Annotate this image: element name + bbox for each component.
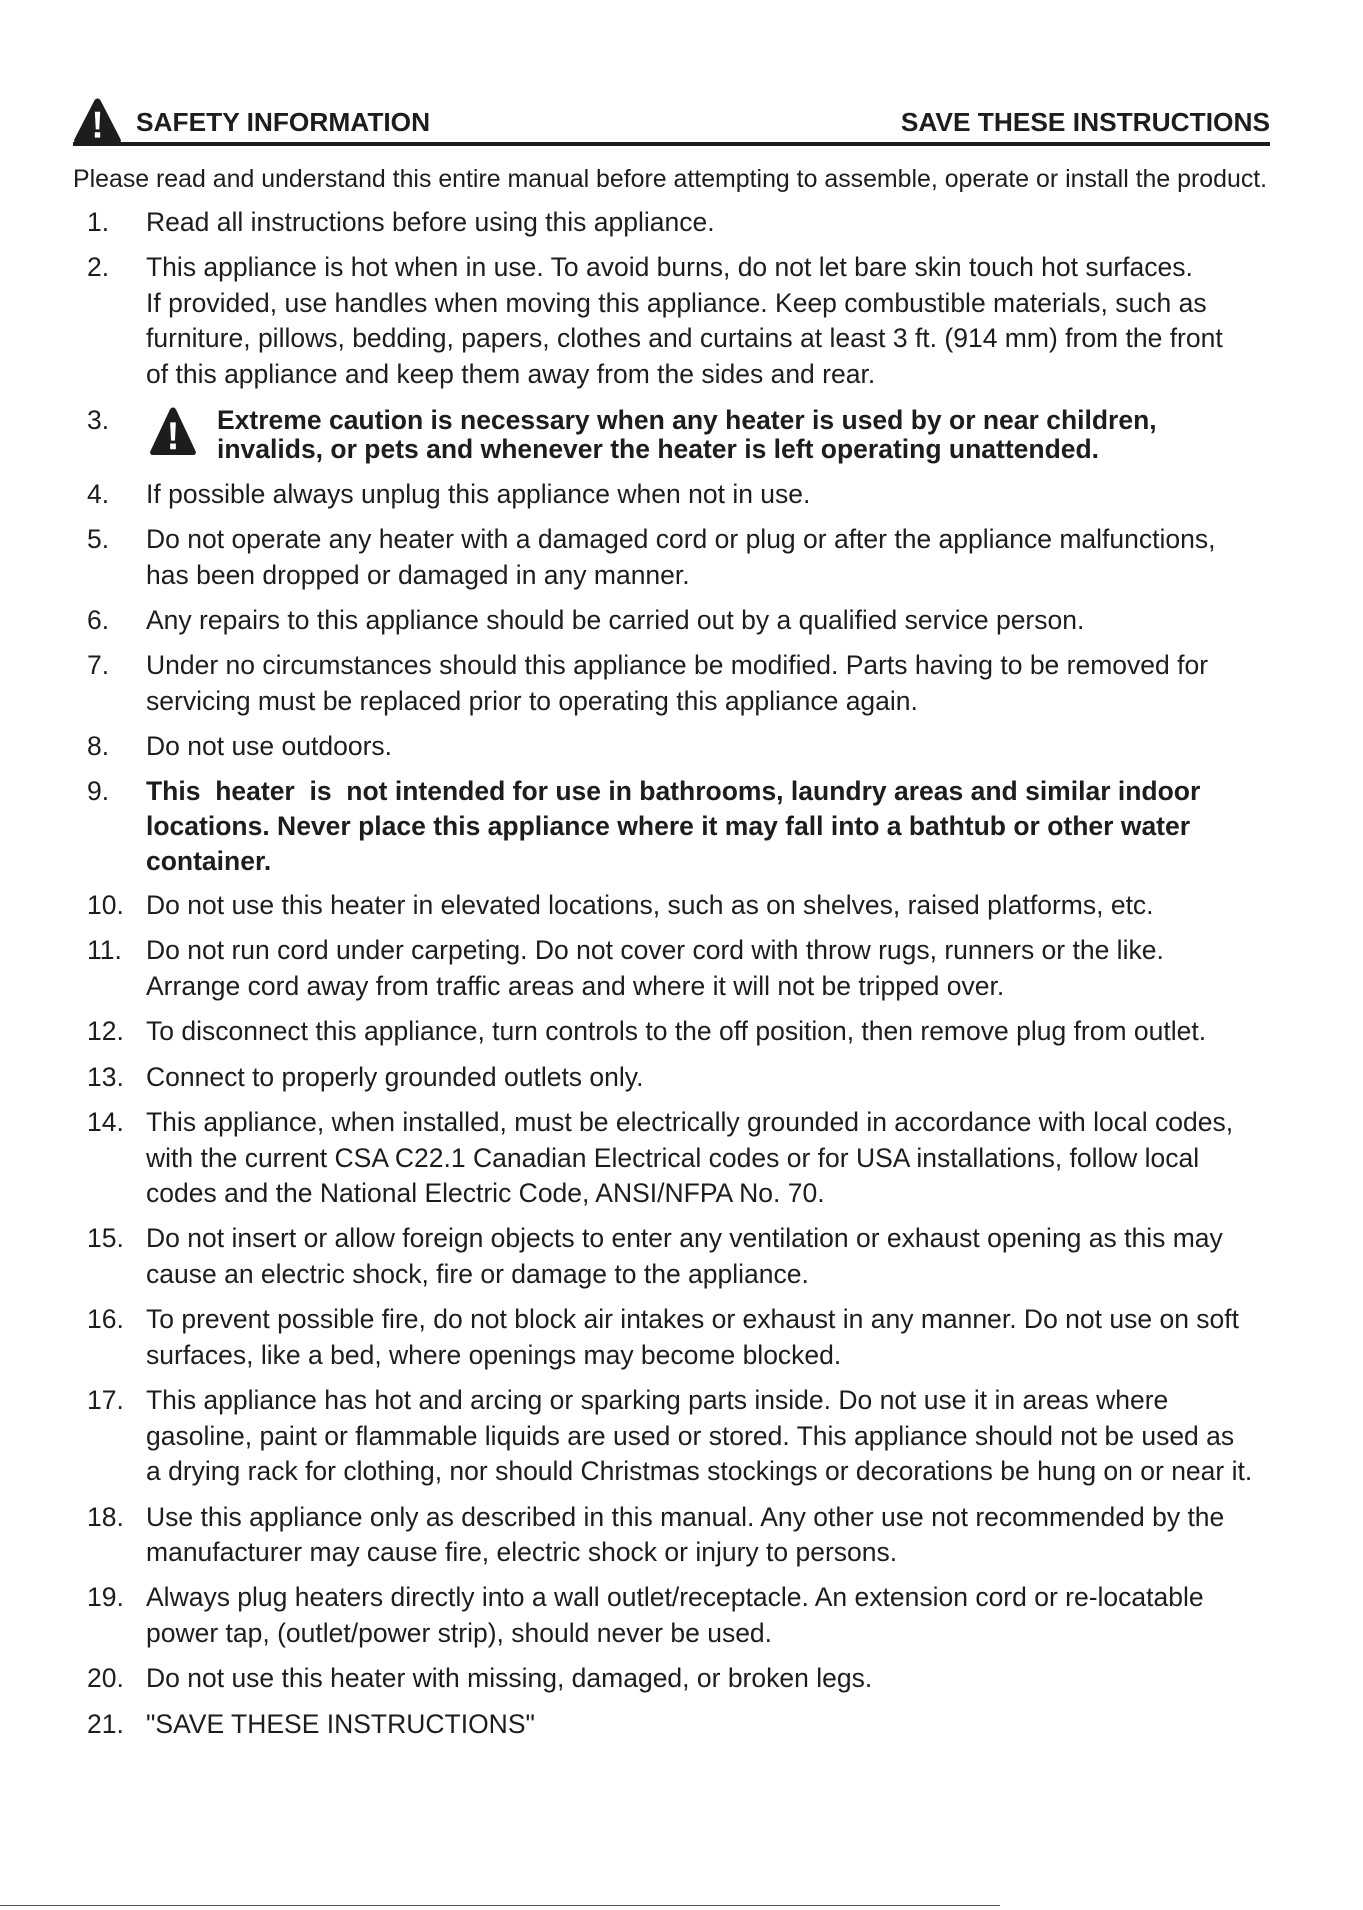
instruction-item-16 [0, 1302, 1363, 1373]
item-text-line: This appliance is hot when in use. To avoid burns, do not let bare skin touch hot surfaces. [146, 252, 1193, 283]
item-number: 17. [87, 1385, 124, 1416]
item-text-line: Do not use outdoors. [146, 731, 393, 762]
instruction-item-9 [0, 774, 1363, 878]
item-text-line: Do not run cord under carpeting. Do not cover cord with throw rugs, runners or the like. [146, 935, 1164, 966]
instruction-item-18 [0, 1500, 1363, 1571]
instruction-item-11 [0, 933, 1363, 1004]
item-text-line: Always plug heaters directly into a wall outlet/receptacle. An extension cord or re-locatable [146, 1582, 1204, 1613]
item-number: 10. [87, 890, 124, 921]
instruction-item-2 [0, 250, 1363, 392]
item-text-line: gasoline, paint or flammable liquids are used or stored. This appliance should not be used as [146, 1420, 1235, 1451]
item-number: 21. [87, 1708, 124, 1739]
instruction-item-19 [0, 1580, 1363, 1651]
item-number: 4. [87, 478, 110, 509]
item-text-line: has been dropped or damaged in any manner. [146, 559, 690, 590]
item-text-line: furniture, pillows, bedding, papers, clothes and curtains at least 3 ft. (914 mm) from the front [146, 323, 1223, 354]
item-text-line: with the current CSA C22.1 Canadian Electrical codes or for USA installations, follow local [146, 1142, 1200, 1173]
instruction-item-15 [0, 1221, 1363, 1292]
item-text-line: power tap, (outlet/power strip), should never be used. [146, 1618, 773, 1649]
instruction-item-17 [0, 1383, 1363, 1490]
item-text-line: Connect to properly grounded outlets only. [146, 1061, 644, 1092]
item-number: 20. [87, 1663, 124, 1694]
item-text-line: codes and the National Electric Code, ANSI/NFPA No. 70. [146, 1178, 825, 1209]
item-number: 18. [87, 1501, 124, 1532]
item-number: 16. [87, 1304, 124, 1335]
item-text-line: If provided, use handles when moving this appliance. Keep combustible materials, such as [146, 287, 1207, 318]
item-number: 8. [87, 731, 110, 762]
instruction-item-8 [0, 729, 1363, 765]
instruction-item-20 [0, 1661, 1363, 1697]
item-text-line: If possible always unplug this appliance when not in use. [146, 478, 811, 509]
item-text-line: To prevent possible fire, do not block air intakes or exhaust in any manner. Do not use on soft [146, 1304, 1240, 1335]
instruction-item-6 [0, 603, 1363, 639]
save-instructions-heading: SAVE THESE INSTRUCTIONS [900, 107, 1270, 137]
item-text-line: This appliance has hot and arcing or sparking parts inside. Do not use it in areas where [146, 1385, 1169, 1416]
item-text-line: surfaces, like a bed, where openings may become blocked. [146, 1339, 842, 1370]
instruction-item-21 [0, 1707, 1363, 1743]
item-number: 2. [87, 252, 110, 283]
item-text-line: Do not insert or allow foreign objects to enter any ventilation or exhaust opening as this may [146, 1223, 1223, 1254]
item-text-line: Any repairs to this appliance should be carried out by a qualified service person. [146, 604, 1085, 635]
item-number: 1. [87, 207, 110, 237]
item-text-line: This heater is not intended for use in bathrooms, laundry areas and similar indoor [146, 776, 1201, 807]
warning-icon [73, 97, 122, 144]
item-number: 9. [87, 776, 110, 807]
item-number: 7. [87, 650, 110, 681]
footer-rule [0, 1905, 1000, 1906]
item-text-line: manufacturer may cause fire, electric shock or injury to persons. [146, 1537, 898, 1568]
item-number: 12. [87, 1016, 124, 1047]
item-number: 11. [87, 935, 122, 966]
instruction-item-13 [0, 1060, 1363, 1096]
instruction-item-5 [0, 522, 1363, 593]
item-text-line: To disconnect this appliance, turn controls to the off position, then remove plug from outlet. [146, 1016, 1207, 1047]
item-text-line: Do not use this heater in elevated locations, such as on shelves, raised platforms, etc. [146, 890, 1154, 921]
intro-text: Please read and understand this entire manual before attempting to assemble, operate or install the product. [73, 165, 1268, 193]
item-text-line: Do not use this heater with missing, damaged, or broken legs. [146, 1663, 873, 1694]
item-text-line: Under no circumstances should this appliance be modified. Parts having to be removed for [146, 650, 1209, 681]
instruction-item-4 [0, 477, 1363, 513]
instruction-item-7 [0, 648, 1363, 719]
instruction-item-10 [0, 888, 1363, 924]
item-number: 3. [87, 404, 110, 435]
instruction-item-1 [0, 205, 1363, 241]
item-text-line: container. [146, 845, 272, 876]
item-text-line: of this appliance and keep them away from the sides and rear. [146, 359, 876, 390]
item-number: 13. [87, 1061, 124, 1092]
warning-icon [149, 406, 197, 456]
item-number: 19. [87, 1582, 124, 1613]
item-text-line: a drying rack for clothing, nor should Christmas stockings or decorations be hung on or near it. [146, 1456, 1253, 1487]
section-title: SAFETY INFORMATION [136, 107, 431, 137]
instruction-item-12 [0, 1014, 1363, 1050]
item-number: 14. [87, 1106, 124, 1137]
item-text-line: servicing must be replaced prior to operating this appliance again. [146, 685, 918, 716]
item-text-line: cause an electric shock, fire or damage to the appliance. [146, 1258, 809, 1289]
item-text-line: "SAVE THESE INSTRUCTIONS" [146, 1708, 535, 1739]
item-text-line: locations. Never place this appliance where it may fall into a bathtub or other water [146, 811, 1191, 842]
item-text-line: This appliance, when installed, must be electrically grounded in accordance with local codes, [146, 1106, 1234, 1137]
item-number: 15. [87, 1223, 124, 1254]
item-text-line: Extreme caution is necessary when any heater is used by or near children, [217, 404, 1157, 435]
item-text-line: Do not operate any heater with a damaged cord or plug or after the appliance malfunctions, [146, 524, 1216, 555]
instruction-item-3 [0, 402, 1363, 467]
item-text-line: Use this appliance only as described in this manual. Any other use not recommended by the [146, 1501, 1225, 1532]
instruction-list [0, 205, 1363, 1752]
item-text-line: Read all instructions before using this appliance. [146, 207, 715, 237]
header-rule [73, 142, 1270, 146]
item-text-line: Arrange cord away from traffic areas and where it will not be tripped over. [146, 971, 1005, 1002]
item-number: 5. [87, 524, 110, 555]
instruction-item-14 [0, 1105, 1363, 1212]
item-number: 6. [87, 604, 110, 635]
item-text-line: invalids, or pets and whenever the heater is left operating unattended. [217, 433, 1100, 464]
